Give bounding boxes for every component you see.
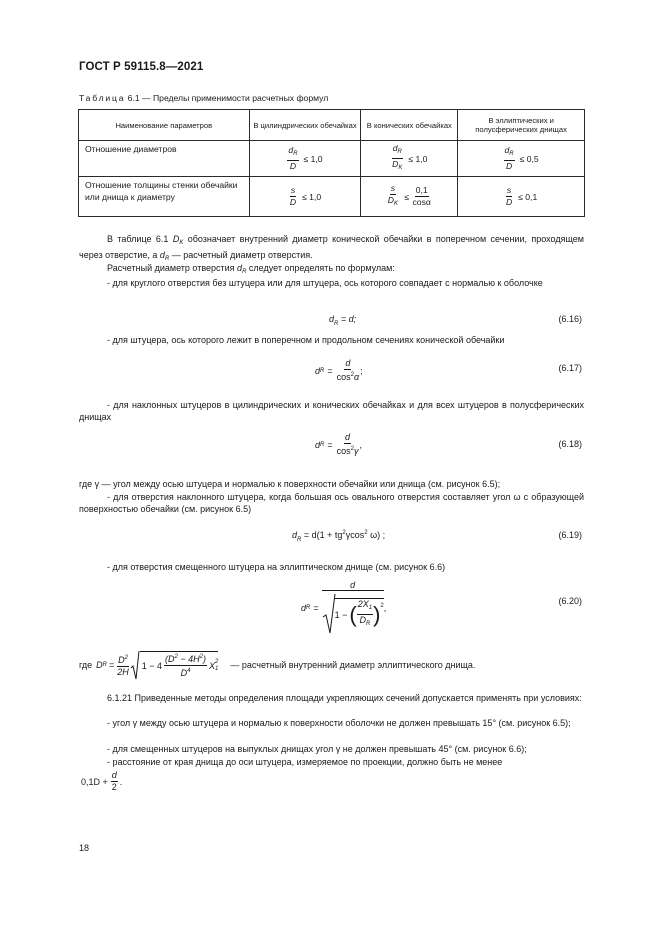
paragraph: - для наклонных штуцеров в цилиндрических и конических обечайках и для всех штуцеров в полусферических днищах bbox=[79, 400, 584, 423]
limit-value: ≤ 1,0 bbox=[408, 153, 428, 164]
equation-number: (6.20) bbox=[558, 596, 582, 606]
equation-6-19: $d_R = d(1 + tg^2\gamma\cos^2$ ω) ; bbox=[292, 530, 386, 543]
limit-cell: $\frac{s}{D_K}$ ≤ $\frac{0,1}{\cos\alpha}$ bbox=[361, 177, 458, 217]
table-caption-text: 6.1 — Пределы применимости расчетных формул bbox=[125, 93, 329, 103]
ratio-fraction: $\frac{s}{D}$ bbox=[289, 185, 297, 207]
standard-header: ГОСТ Р 59115.8—2021 bbox=[79, 61, 204, 73]
paragraph: Расчетный диаметр отверстия $d_R$ следует определять по формулам: bbox=[107, 263, 395, 275]
table-row bbox=[79, 177, 585, 217]
equation-number: (6.16) bbox=[558, 314, 582, 324]
equation-6-20: d R = d 1 − ( $\frac{2X_1}{D_R}$ ) 2 , bbox=[301, 580, 386, 635]
table-header-cell: В конических обечайках bbox=[361, 110, 458, 141]
equation-6-16: $d_R = d$; bbox=[329, 314, 357, 327]
equation-dr-ellipse: где D R = $\frac{D^2}{2H}$ 1 − 4 $\frac{(D^2 - 4H^2)}{D^4}$ X 2 1 — расчетный внутренний диаметр эллиптического днища. bbox=[79, 650, 475, 680]
paragraph: - для штуцера, ось которого лежит в поперечном и продольном сечениях конической обечайки bbox=[107, 335, 505, 345]
table-header-row bbox=[79, 110, 585, 141]
paragraph: - угол γ между осью штуцера и нормалью к поверхности оболочки не должен превышать 15° (см. рисунок 6.5); bbox=[107, 718, 571, 728]
equation-6-18: d R = $\frac{d}{\cos^2\gamma}$ , bbox=[315, 432, 362, 456]
param-name: Отношение толщины стенки обечайки или днища к диаметру bbox=[79, 177, 250, 217]
limit-cell bbox=[458, 141, 585, 177]
sqrt-sign bbox=[322, 593, 336, 635]
paragraph: где γ — угол между осью штуцера и нормалью к поверхности обечайки или днища (см. рисунок 6.5); bbox=[79, 479, 501, 489]
limit-cell bbox=[458, 177, 585, 217]
paragraph: - для круглого отверстия без штуцера или для штуцера, ось которого совпадает с нормалью к оболочке bbox=[107, 278, 543, 288]
ratio-fraction: $\frac{s}{D}$ bbox=[505, 185, 513, 207]
ratio-fraction: $\frac{d_R}{D}$ bbox=[504, 145, 514, 171]
paragraph: 6.1.21 Приведенные методы определения площади укрепляющих сечений допускается применять при условиях: bbox=[107, 693, 582, 703]
paragraph: - расстояние от края днища до оси штуцера, измеряемое по проекции, должно быть не менее bbox=[107, 757, 503, 767]
limit-value: ≤ 1,0 bbox=[302, 191, 322, 202]
ratio-fraction: $\frac{d_R}{D_K}$ bbox=[392, 143, 403, 171]
page-number: 18 bbox=[79, 843, 90, 853]
table-caption-label: Таблица bbox=[79, 93, 126, 103]
table-header-cell: В эллиптических и полусферических днищах bbox=[458, 110, 585, 141]
table-row bbox=[79, 141, 585, 177]
table-caption bbox=[79, 93, 328, 103]
equation-number: (6.19) bbox=[558, 530, 582, 540]
limit-value: ≤ 1,0 bbox=[303, 153, 323, 164]
ratio-fraction: $\frac{s}{D_K}$ bbox=[387, 183, 398, 207]
equation-min-distance: 0,1D + $\frac{d}{2}$ . bbox=[81, 770, 123, 792]
limit-value: ≤ 0,1 bbox=[518, 191, 538, 202]
equation-6-17: d R = $\frac{d}{\cos^2\alpha}$ ; bbox=[315, 358, 363, 382]
limit-fraction: $\frac{0,1}{\cos\alpha}$ bbox=[412, 185, 431, 207]
limit-cell bbox=[361, 141, 458, 177]
paragraph: В таблице 6.1 $D_K$ обозначает внутренний диаметр конической обечайки в поперечном сечении, проходящем через отверстие, а $d_R$ — расчетный диаметр отверстия. bbox=[79, 234, 584, 263]
paragraph: - для отверстия смещенного штуцера на эллиптическом днище (см. рисунок 6.6) bbox=[107, 562, 446, 572]
limit-value: ≤ 0,5 bbox=[519, 153, 539, 164]
param-name: Отношение диаметров bbox=[79, 141, 250, 177]
paragraph: - для смещенных штуцеров на выпуклых днищах угол γ не должен превышать 45° (см. рисунок 6.6); bbox=[107, 744, 527, 754]
ratio-fraction: $\frac{d_R}{D}$ bbox=[288, 145, 298, 171]
limits-table bbox=[78, 109, 585, 217]
table-header-cell: В цилиндрических обечайках bbox=[249, 110, 361, 141]
paragraph: - для отверстия наклонного штуцера, когда большая ось овального отверстия составляет угол ω с образующей поверхностью обечайки (см. рисунок 6.5) bbox=[79, 492, 584, 515]
limit-cell bbox=[249, 141, 361, 177]
sqrt-sign bbox=[130, 650, 140, 680]
limit-cell bbox=[249, 177, 361, 217]
table-header-cell: Наименование параметров bbox=[79, 110, 250, 141]
equation-number: (6.18) bbox=[558, 439, 582, 449]
equation-number: (6.17) bbox=[558, 363, 582, 373]
